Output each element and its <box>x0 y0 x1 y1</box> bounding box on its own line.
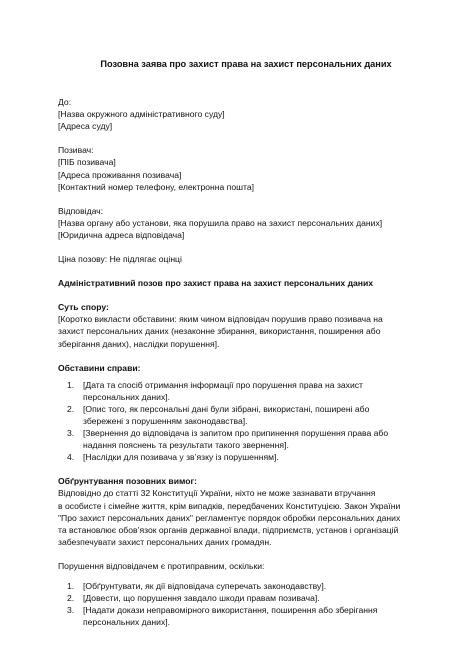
list-item-text: персональних даних]. <box>83 617 171 628</box>
circumstances-list <box>58 379 434 464</box>
list-item <box>58 379 434 403</box>
list-item <box>58 604 434 628</box>
essence-line: зберігання даних), наслідки порушення]. <box>58 338 220 349</box>
claim-heading: Адміністративний позов про захист права на захист персональних даних <box>58 278 374 289</box>
defendant-name: [Назва органу або установи, яка порушила право на захист персональних даних] <box>58 217 383 228</box>
claim-price: Ціна позову: Не підлягає оцінці <box>58 254 182 265</box>
list-item <box>58 403 434 427</box>
list-number: 1. <box>67 581 75 591</box>
plaintiff-block <box>58 144 434 192</box>
essence-heading: Суть спору: <box>58 302 109 313</box>
justification-line: в особисте і сімейне життя, крім випадків, передбачених Конституцією. Закон України <box>58 500 401 511</box>
list-item-text: [Довести, що порушення завдало шкоди правам позивача]. <box>83 593 320 604</box>
court-label: До: <box>58 97 72 108</box>
defendant-block <box>58 205 434 241</box>
spacer <box>58 572 434 580</box>
list-item-text: збережені з порушенням законодавства]. <box>83 415 248 426</box>
justification-heading: Обґрунтування позовних вимог: <box>58 476 197 487</box>
justification-line: та встановлює обов’язок органів державної влади, підприємств, установ і організацій <box>58 524 399 535</box>
list-item-text: [Надати докази неправомірного використання, поширення або зберігання <box>83 605 378 616</box>
justification-line: Відповідно до статті 32 Конституції України, ніхто не може зазнавати втручання <box>58 488 376 499</box>
list-number: 1. <box>67 379 75 390</box>
list-number: 3. <box>67 428 75 439</box>
list-item-text: надання пояснень та результати такого звернення]. <box>83 440 289 451</box>
list-item-text: [Звернення до відповідача із запитом про припинення порушення права або <box>83 428 389 439</box>
document-title: Позовна заява про захист права на захист персональних даних <box>100 59 392 69</box>
unlawful-section <box>58 560 434 628</box>
defendant-label: Відповідач: <box>58 205 104 216</box>
unlawful-intro: Порушення відповідачем є протиправним, оскільки: <box>58 560 265 571</box>
list-item-text: персональних даних]. <box>83 391 171 402</box>
list-number: 2. <box>67 403 75 414</box>
justification-line: забезпечувати захист персональних даних громадян. <box>58 536 272 547</box>
claim-heading-block <box>58 277 434 289</box>
justification-section <box>58 475 434 548</box>
reasons-list <box>58 580 434 628</box>
list-item <box>58 451 434 463</box>
essence-section <box>58 301 434 349</box>
court-address: [Адреса суду] <box>58 121 113 132</box>
circumstances-heading: Обставини справи: <box>58 362 141 373</box>
plaintiff-contacts: [Контактний номер телефону, електронна пошта] <box>58 181 255 192</box>
circumstances-section <box>58 362 434 464</box>
court-block <box>58 96 434 132</box>
plaintiff-name: [ПІБ позивача] <box>58 157 116 168</box>
claim-price-block <box>58 253 434 265</box>
list-number: 2. <box>67 593 75 604</box>
list-item-text: [Опис того, як персональні дані були зібрані, використані, поширені або <box>83 403 370 414</box>
list-number: 4. <box>67 452 75 463</box>
list-number: 3. <box>67 605 75 616</box>
defendant-address: [Юридична адреса відповідача] <box>58 229 185 240</box>
plaintiff-label: Позивач: <box>58 145 94 156</box>
list-item <box>58 580 434 592</box>
essence-line: захист персональних даних (незаконне збирання, використання, поширення або <box>58 326 381 337</box>
list-item <box>58 592 434 604</box>
justification-line: "Про захист персональних даних" регламентує порядок обробки персональних даних <box>58 512 401 523</box>
list-item-text: [Обґрунтувати, як дії відповідача суперечать законодавству]. <box>83 581 327 591</box>
essence-line: [Коротко викласти обставини: яким чином відповідач порушив право позивача на <box>58 314 383 325</box>
court-name: [Назва окружного адміністративного суду] <box>58 109 225 120</box>
list-item-text: [Дата та спосіб отримання інформації про порушення права на захист <box>83 379 363 390</box>
plaintiff-address: [Адреса проживання позивача] <box>58 169 182 180</box>
list-item-text: [Наслідки для позивача у зв’язку із порушенням]. <box>83 452 279 463</box>
list-item <box>58 427 434 451</box>
